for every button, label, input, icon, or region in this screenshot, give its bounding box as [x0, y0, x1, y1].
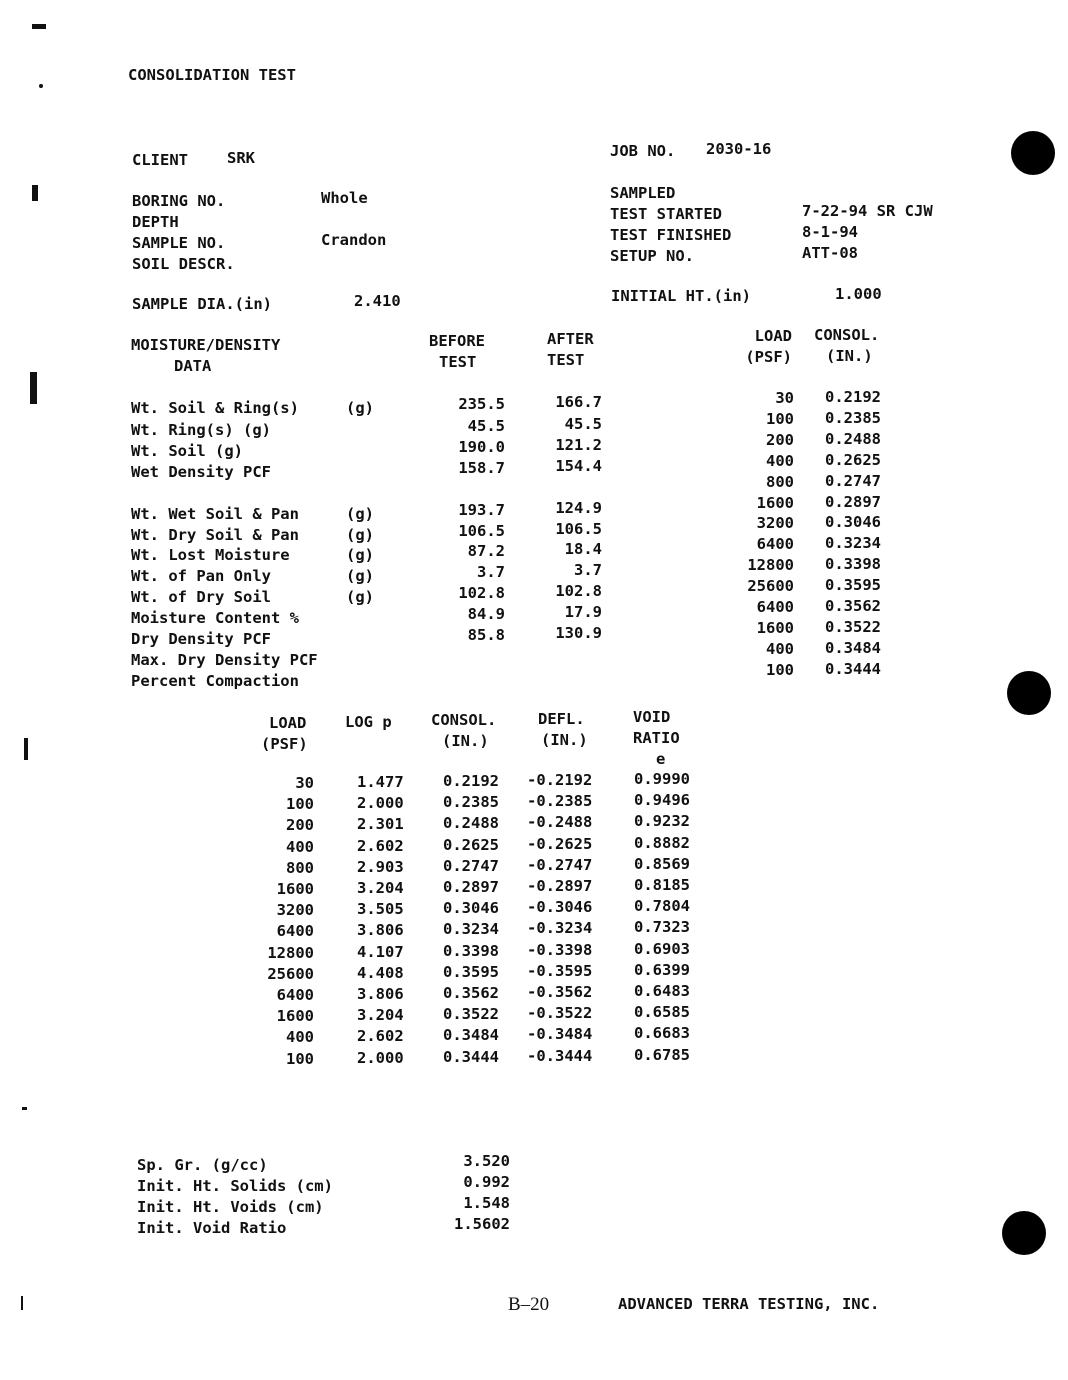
- vt-row-consol: 0.3484: [443, 1026, 499, 1045]
- vt-row-logp: 3.806: [357, 921, 404, 940]
- consol-header-unit: (IN.): [826, 347, 873, 365]
- moisture-row-unit: (g): [346, 526, 374, 544]
- scan-mark: [30, 372, 37, 404]
- page-number: B–20: [508, 1294, 550, 1315]
- vt-row-void: 0.9232: [634, 812, 690, 831]
- lc-row-consol: 0.3562: [825, 597, 881, 615]
- moisture-row-before: 193.7: [458, 501, 505, 519]
- scan-mark: [22, 1107, 27, 1110]
- test-started-label: TEST STARTED: [610, 205, 722, 223]
- initial-ht-value: 1.000: [835, 285, 882, 303]
- vt-row-void: 0.6683: [634, 1024, 690, 1043]
- vt-row-defl: -0.2897: [527, 877, 593, 895]
- moisture-row-after: 102.8: [555, 582, 602, 600]
- vt-row-load: 1600: [276, 880, 314, 898]
- vt-row-defl: -0.3562: [527, 983, 593, 1001]
- moisture-row-after: 121.2: [555, 436, 602, 454]
- job-no-label: JOB NO.: [610, 142, 676, 160]
- lc-row-consol: 0.2747: [825, 471, 881, 490]
- moisture-row-after: 124.9: [555, 499, 602, 517]
- lc-row-load: 400: [766, 639, 794, 658]
- lc-row-load: 200: [766, 430, 794, 449]
- vt-row-void: 0.8569: [634, 854, 690, 873]
- vt-load-header: LOAD: [269, 714, 307, 732]
- sampled-label: SAMPLED: [610, 184, 676, 202]
- load-header-unit: (PSF): [745, 348, 792, 366]
- moisture-row-label: Wt. Ring(s) (g): [131, 421, 271, 439]
- lc-row-consol: 0.2385: [825, 408, 881, 427]
- moisture-row-label: Max. Dry Density PCF: [131, 651, 318, 669]
- vt-row-consol: 0.2488: [443, 814, 499, 833]
- moisture-row-before: 235.5: [458, 395, 505, 413]
- vt-row-defl: -0.3046: [527, 898, 593, 917]
- vt-row-void: 0.8185: [634, 876, 690, 894]
- scan-mark: [39, 84, 43, 88]
- moisture-row-before: 45.5: [467, 417, 505, 435]
- moisture-row-unit: (g): [346, 399, 374, 417]
- vt-row-void: 0.7323: [634, 918, 690, 937]
- lc-row-consol: 0.3046: [825, 513, 881, 532]
- lc-row-load: 25600: [747, 577, 794, 596]
- vt-row-logp: 3.204: [357, 1006, 404, 1025]
- lc-row-consol: 0.3522: [825, 617, 881, 636]
- moisture-row-before: 84.9: [467, 605, 505, 623]
- vt-consol-header-unit: (IN.): [442, 732, 489, 750]
- vt-row-defl: -0.2747: [527, 855, 593, 874]
- test-finished-label: TEST FINISHED: [610, 226, 732, 244]
- lc-row-consol: 0.3444: [825, 659, 881, 678]
- moisture-row-before: 190.0: [458, 438, 505, 456]
- vt-row-logp: 4.408: [357, 963, 404, 982]
- vt-row-consol: 0.3234: [443, 920, 499, 939]
- punch-hole-middle: [1007, 671, 1051, 715]
- vt-consol-header: CONSOL.: [431, 711, 497, 729]
- vt-row-load: 100: [286, 795, 314, 814]
- moisture-row-label: Wt. Lost Moisture: [131, 546, 290, 564]
- vt-row-defl: -0.2488: [527, 813, 593, 832]
- initial-ht-label: INITIAL HT.(in): [611, 287, 751, 305]
- moisture-row-unit: (g): [346, 567, 374, 585]
- job-no-value: 2030-16: [706, 140, 772, 158]
- client-value: SRK: [227, 149, 255, 167]
- after-header-test: TEST: [547, 351, 585, 369]
- vt-row-load: 100: [286, 1049, 314, 1068]
- vt-row-load: 400: [286, 1028, 314, 1047]
- scan-mark: [24, 738, 28, 760]
- vt-row-logp: 3.806: [357, 985, 404, 1003]
- lc-row-load: 1600: [756, 493, 794, 512]
- vt-row-consol: 0.2385: [443, 793, 499, 812]
- after-header: AFTER: [547, 330, 594, 348]
- vt-row-consol: 0.3046: [443, 899, 499, 918]
- moisture-row-label: Dry Density PCF: [131, 630, 271, 648]
- summary-label: Sp. Gr. (g/cc): [137, 1156, 268, 1174]
- setup-no-value: ATT-08: [802, 244, 858, 262]
- vt-row-void: 0.6903: [634, 939, 690, 958]
- vt-row-void: 0.8882: [634, 833, 690, 852]
- moisture-row-label: Moisture Content %: [131, 609, 299, 627]
- vt-row-consol: 0.2747: [443, 856, 499, 875]
- vt-row-defl: -0.2625: [527, 834, 593, 853]
- moisture-row-after: 3.7: [574, 561, 602, 579]
- summary-value: 0.992: [463, 1173, 510, 1191]
- vt-defl-header: DEFL.: [538, 710, 585, 728]
- vt-row-load: 3200: [276, 901, 314, 920]
- vt-row-consol: 0.2625: [443, 835, 499, 854]
- vt-row-defl: -0.3522: [527, 1004, 593, 1023]
- vt-row-load: 400: [286, 837, 314, 856]
- lc-row-consol: 0.3484: [825, 638, 881, 657]
- vt-row-logp: 2.000: [357, 1048, 404, 1067]
- moisture-row-label: Wt. Soil & Ring(s): [131, 399, 299, 417]
- sample-dia-label: SAMPLE DIA.(in): [132, 295, 272, 313]
- lc-row-load: 800: [766, 472, 794, 491]
- scan-mark: [21, 1296, 23, 1310]
- lc-row-consol: 0.3595: [825, 576, 881, 595]
- vt-row-load: 12800: [267, 943, 314, 962]
- moisture-row-after: 166.7: [555, 393, 602, 411]
- moisture-row-after: 130.9: [555, 624, 602, 642]
- vt-void-header: VOID: [633, 708, 671, 726]
- moisture-row-after: 17.9: [564, 603, 602, 621]
- summary-value: 3.520: [463, 1152, 510, 1170]
- client-label: CLIENT: [132, 151, 188, 169]
- vt-row-defl: -0.3595: [527, 961, 593, 980]
- vt-row-load: 25600: [267, 964, 314, 983]
- vt-row-load: 800: [286, 858, 314, 877]
- vt-row-logp: 3.204: [357, 879, 404, 897]
- vt-ratio-header: RATIO: [633, 729, 680, 747]
- moisture-row-after: 18.4: [564, 540, 602, 558]
- vt-row-defl: -0.3398: [527, 940, 593, 959]
- lc-row-load: 3200: [756, 514, 794, 533]
- vt-row-logp: 3.505: [357, 900, 404, 919]
- lc-row-load: 12800: [747, 556, 794, 575]
- vt-row-void: 0.6483: [634, 982, 690, 1000]
- vt-e-header: e: [656, 750, 666, 768]
- soil-descr-label: SOIL DESCR.: [132, 255, 235, 273]
- vt-row-consol: 0.2897: [443, 878, 499, 896]
- moisture-row-unit: (g): [346, 546, 374, 564]
- setup-no-label: SETUP NO.: [610, 247, 694, 265]
- vt-row-load: 30: [295, 774, 314, 792]
- sample-dia-value: 2.410: [354, 292, 401, 310]
- lc-row-load: 1600: [756, 618, 794, 637]
- moisture-row-after: 106.5: [555, 520, 602, 538]
- sample-no-value: Crandon: [321, 231, 387, 249]
- before-header: BEFORE: [429, 332, 485, 350]
- vt-row-defl: -0.2192: [527, 771, 593, 789]
- lc-row-consol: 0.3398: [825, 555, 881, 574]
- vt-row-load: 6400: [276, 986, 314, 1004]
- lc-row-load: 6400: [756, 598, 794, 616]
- lc-row-consol: 0.2192: [825, 388, 881, 406]
- moisture-row-label: Wt. Wet Soil & Pan: [131, 505, 299, 523]
- vt-row-consol: 0.3398: [443, 941, 499, 960]
- punch-hole-bottom: [1002, 1211, 1046, 1255]
- vt-row-logp: 2.602: [357, 836, 404, 855]
- boring-no-label: BORING NO.: [132, 192, 226, 210]
- lc-row-load: 100: [766, 660, 794, 679]
- sample-no-label: SAMPLE NO.: [132, 234, 226, 252]
- lc-row-consol: 0.2488: [825, 429, 881, 448]
- test-started-value: 7-22-94 SR CJW: [802, 202, 933, 220]
- vt-row-consol: 0.2192: [443, 772, 499, 790]
- vt-row-logp: 2.602: [357, 1027, 404, 1046]
- depth-label: DEPTH: [132, 213, 179, 231]
- vt-row-void: 0.6785: [634, 1045, 690, 1064]
- vt-row-consol: 0.3522: [443, 1005, 499, 1024]
- vt-row-logp: 2.301: [357, 815, 404, 834]
- summary-label: Init. Ht. Solids (cm): [137, 1177, 333, 1195]
- summary-value: 1.548: [463, 1194, 510, 1212]
- moisture-row-label: Wt. of Dry Soil: [131, 588, 271, 606]
- vt-row-logp: 2.000: [357, 794, 404, 813]
- moisture-row-before: 158.7: [458, 459, 505, 477]
- moisture-row-unit: (g): [346, 588, 374, 606]
- lc-row-load: 400: [766, 451, 794, 470]
- vt-row-void: 0.9496: [634, 791, 690, 810]
- vt-row-consol: 0.3444: [443, 1047, 499, 1066]
- load-header: LOAD: [754, 327, 792, 345]
- moisture-row-after: 45.5: [564, 415, 602, 433]
- lc-row-load: 30: [775, 389, 794, 407]
- vt-row-load: 1600: [276, 1007, 314, 1026]
- lc-row-consol: 0.2625: [825, 450, 881, 469]
- summary-label: Init. Void Ratio: [137, 1219, 287, 1237]
- scan-mark: [32, 185, 38, 201]
- vt-row-void: 0.6399: [634, 960, 690, 979]
- vt-row-load: 200: [286, 816, 314, 835]
- vt-row-defl: -0.2385: [527, 792, 593, 811]
- moisture-row-label: Percent Compaction: [131, 672, 299, 690]
- punch-hole-top: [1011, 131, 1055, 175]
- lc-row-consol: 0.2897: [825, 492, 881, 511]
- moisture-row-before: 87.2: [467, 542, 505, 560]
- moisture-heading: MOISTURE/DENSITY: [131, 336, 281, 354]
- moisture-row-label: Wt. of Pan Only: [131, 567, 271, 585]
- moisture-row-before: 85.8: [467, 626, 505, 644]
- vt-row-consol: 0.3562: [443, 984, 499, 1002]
- moisture-row-label: Wt. Soil (g): [131, 442, 243, 460]
- moisture-row-label: Wt. Dry Soil & Pan: [131, 526, 299, 544]
- vt-row-defl: -0.3234: [527, 919, 593, 938]
- vt-row-logp: 1.477: [357, 773, 404, 791]
- before-header-test: TEST: [439, 353, 477, 371]
- lc-row-consol: 0.3234: [825, 534, 881, 553]
- consol-header: CONSOL.: [814, 326, 880, 344]
- boring-no-value: Whole: [321, 189, 368, 207]
- vt-logp-header: LOG p: [345, 713, 392, 731]
- vt-row-logp: 4.107: [357, 942, 404, 961]
- vt-row-logp: 2.903: [357, 857, 404, 876]
- document-title: CONSOLIDATION TEST: [128, 66, 296, 84]
- company-name: ADVANCED TERRA TESTING, INC.: [618, 1295, 880, 1313]
- lc-row-load: 6400: [756, 535, 794, 554]
- moisture-row-before: 106.5: [458, 522, 505, 540]
- vt-row-void: 0.6585: [634, 1003, 690, 1022]
- moisture-row-label: Wet Density PCF: [131, 463, 271, 481]
- vt-row-defl: -0.3444: [527, 1046, 593, 1065]
- lc-row-load: 100: [766, 409, 794, 428]
- summary-value: 1.5602: [454, 1215, 510, 1233]
- moisture-row-unit: (g): [346, 505, 374, 523]
- vt-row-load: 6400: [276, 922, 314, 941]
- vt-row-consol: 0.3595: [443, 962, 499, 981]
- scan-mark: [32, 24, 46, 29]
- vt-row-void: 0.9990: [634, 770, 690, 788]
- vt-row-defl: -0.3484: [527, 1025, 593, 1044]
- vt-load-header-unit: (PSF): [261, 735, 308, 753]
- vt-defl-header-unit: (IN.): [541, 731, 588, 749]
- moisture-row-after: 154.4: [555, 457, 602, 475]
- summary-label: Init. Ht. Voids (cm): [137, 1198, 324, 1216]
- moisture-heading-data: DATA: [174, 357, 212, 375]
- moisture-row-before: 102.8: [458, 584, 505, 602]
- test-finished-value: 8-1-94: [802, 223, 858, 241]
- moisture-row-before: 3.7: [477, 563, 505, 581]
- vt-row-void: 0.7804: [634, 897, 690, 916]
